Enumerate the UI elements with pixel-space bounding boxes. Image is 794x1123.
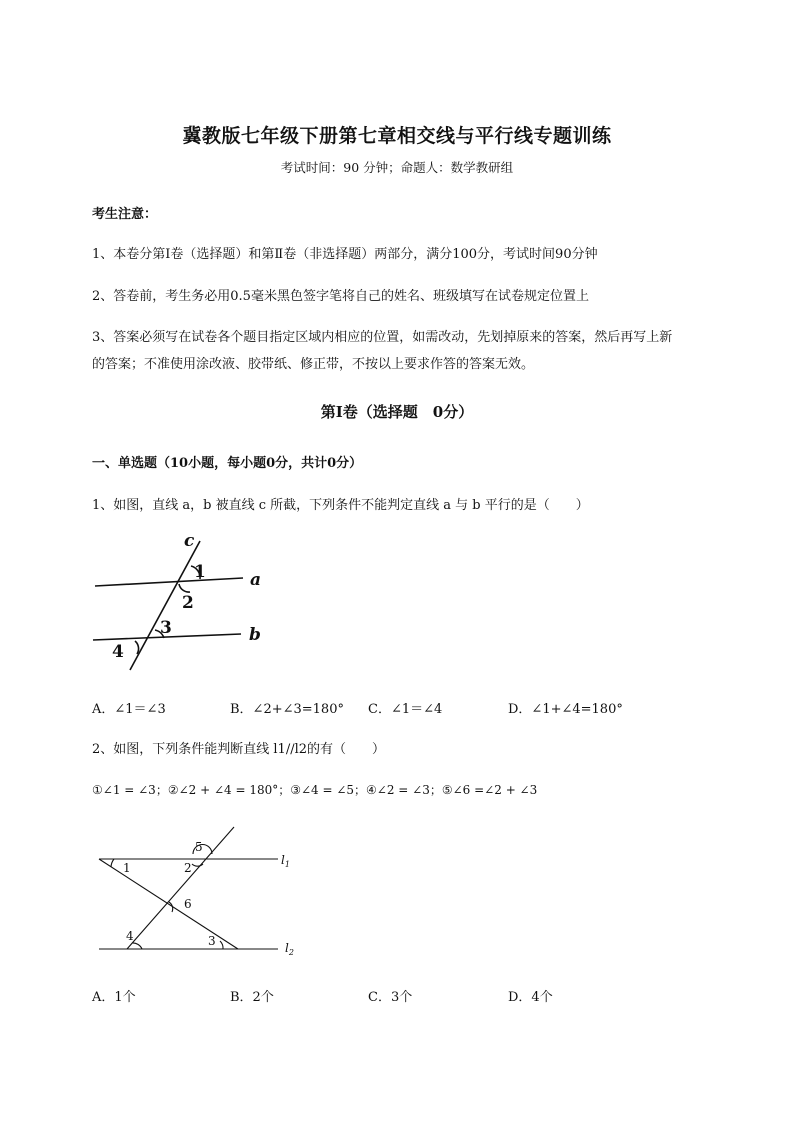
- label-c: c: [184, 531, 195, 551]
- label-1: 1: [123, 861, 131, 875]
- question-1-option-d[interactable]: D．∠1+∠4=180°: [508, 702, 623, 717]
- angle-4-arc: [132, 943, 142, 949]
- label-l2: $l_2$: [285, 941, 294, 957]
- question-1-figure: [90, 530, 270, 675]
- transversal-1: [99, 859, 238, 949]
- notice-heading: 考生注意：: [92, 207, 158, 222]
- notice-item-2: 2、答卷前，考生务必用0.5毫米黑色签字笔将自己的姓名、班级填写在试卷规定位置上: [92, 289, 589, 304]
- page-title: 冀教版七年级下册第七章相交线与平行线专题训练: [182, 125, 612, 147]
- question-2-option-a[interactable]: A．1个: [92, 990, 136, 1005]
- part-title: 第Ⅰ卷（选择题 0分）: [320, 403, 474, 421]
- label-a: a: [250, 570, 262, 590]
- question-2-figure: [92, 822, 312, 962]
- label-4: 4: [126, 929, 134, 943]
- notice-item-3-continued: 的答案；不准使用涂改液、胶带纸、修正带，不按以上要求作答的答案无效。: [92, 357, 535, 372]
- angle-4-arc: [135, 641, 139, 654]
- notice-item-3: 3、答案必须写在试卷各个题目指定区域内相应的位置，如需改动，先划掉原来的答案，然后再写上新: [92, 330, 673, 345]
- notice-item-1: 1、本卷分第Ⅰ卷（选择题）和第Ⅱ卷（非选择题）两部分，满分100分，考试时间90分钟: [92, 247, 598, 262]
- angle-2-arc: [179, 584, 190, 592]
- label-3: 3: [208, 934, 216, 948]
- label-4: 4: [112, 642, 124, 662]
- label-1: 1: [194, 562, 206, 582]
- angle-6-arc: [169, 902, 173, 912]
- question-2-stem: 2、如图，下列条件能判断直线 l1//l2的有（ ）: [92, 742, 386, 757]
- question-1-option-a[interactable]: A．∠1＝∠3: [92, 702, 166, 717]
- angle-1-arc: [111, 859, 114, 867]
- question-1-option-c[interactable]: C．∠1＝∠4: [368, 702, 443, 717]
- line-a: [95, 578, 243, 586]
- label-6: 6: [184, 897, 192, 911]
- page-subtitle: 考试时间：90 分钟；命题人：数学教研组: [280, 160, 514, 175]
- question-1-option-b[interactable]: B．∠2+∠3=180°: [230, 702, 344, 717]
- section-heading: 一、单选题（10小题，每小题0分，共计0分）: [92, 456, 363, 471]
- label-3: 3: [160, 618, 172, 638]
- question-2-conditions: ①∠1 = ∠3；②∠2 + ∠4 = 180°；③∠4 = ∠5；④∠2 = ∠3；⑤∠6 =∠2 + ∠3: [92, 783, 538, 797]
- question-2-option-d[interactable]: D．4个: [508, 990, 553, 1005]
- question-2-option-c[interactable]: C．3个: [368, 990, 413, 1005]
- question-1-stem: 1、如图，直线 a，b 被直线 c 所截，下列条件不能判定直线 a 与 b 平行的是（ ）: [92, 498, 589, 513]
- question-2-option-b[interactable]: B．2个: [230, 990, 274, 1005]
- label-2: 2: [182, 593, 194, 613]
- label-2: 2: [184, 861, 192, 875]
- label-b: b: [249, 625, 261, 645]
- label-5: 5: [195, 840, 203, 854]
- label-l1: $l_1$: [281, 853, 290, 869]
- angle-3-arc: [220, 941, 223, 949]
